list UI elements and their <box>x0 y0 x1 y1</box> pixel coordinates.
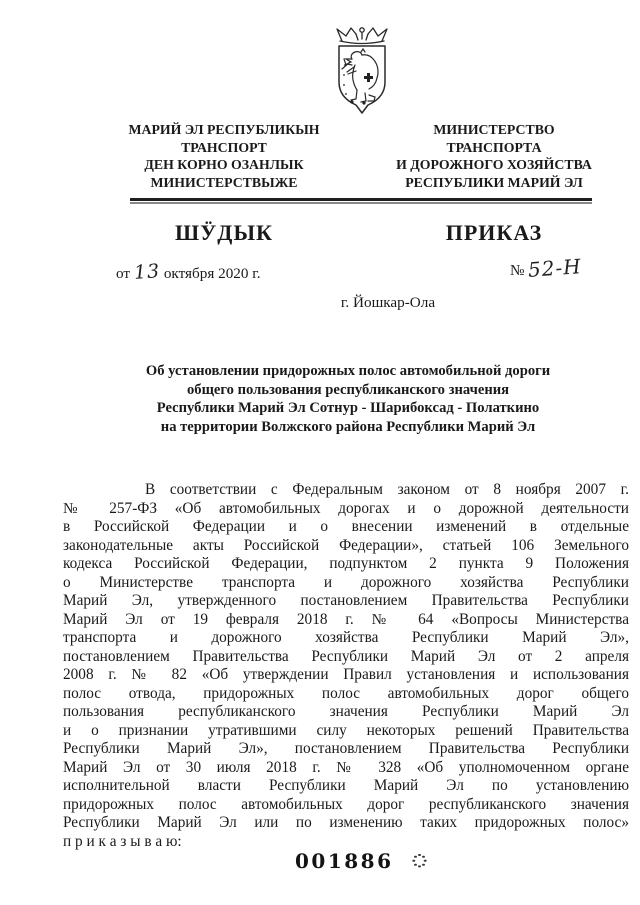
body-line: 2008 г. № 82 «Об утверждении Правил установления и использования <box>63 666 629 683</box>
mari-el-coat-of-arms-icon <box>330 25 394 117</box>
date-day-handwritten: 13 <box>133 260 161 284</box>
letterhead-line: И ДОРОЖНОГО ХОЗЯЙСТВА <box>396 157 592 172</box>
letterhead-divider-rule <box>130 198 592 206</box>
body-line: Республики Марий Эл или по изменению таких придорожных полос» <box>63 814 629 831</box>
number-value-handwritten: 52-Н <box>527 254 583 282</box>
letterhead-line: ТРАНСПОРТА <box>446 139 542 155</box>
doc-type-mari: ШӰДЫК <box>175 220 273 245</box>
title-line: общего пользования республиканского значения <box>186 381 510 398</box>
registration-stamp <box>295 849 428 873</box>
letterhead-russian-org-name <box>364 121 624 191</box>
title-line: Республики Марий Эл Сотнур - Шарибоксад - Полаткино <box>156 400 540 416</box>
body-line: постановлением Правительства Республики Марий Эл от 2 апреля <box>63 647 629 665</box>
body-line: исполнительной власти Республики Марий Эл по установлению <box>63 777 629 794</box>
letterhead-line: ТРАНСПОРТ <box>181 139 267 155</box>
dotted-circle-perforation-mark-icon <box>413 854 428 869</box>
date-rest: октября 2020 г. <box>163 265 261 282</box>
letterhead-mari-org-name <box>64 121 384 191</box>
doc-type-russian: ПРИКАЗ <box>445 220 543 245</box>
date-prefix: от <box>116 265 131 282</box>
body-line: и о признании утратившими силу некоторых решений Правительства <box>63 721 629 739</box>
body-line: полос отвода, придорожных полос автомобильных дорог общего <box>63 684 629 702</box>
body-line: придорожных полос автомобильных дорог республиканского значения <box>63 795 629 813</box>
body-line: Марий Эл от 30 июля 2018 г. № 328 «Об уполномоченном органе <box>63 758 629 776</box>
body-line: пользования республиканского значения Республики Марий Эл <box>63 703 629 720</box>
number-label: № <box>510 262 525 279</box>
letterhead-line: МАРИЙ ЭЛ РЕСПУБЛИКЫН <box>128 122 320 137</box>
letterhead-line: РЕСПУБЛИКИ МАРИЙ ЭЛ <box>405 174 583 190</box>
body-line: Марий Эл от 19 февраля 2018 г. № 64 «Вопросы Министерства <box>63 610 629 628</box>
stamp-number: 001886 <box>295 849 394 873</box>
letterhead-line: ДЕН КОРНО ОЗАНЛЫК <box>144 157 304 172</box>
body-line: Марий Эл, утвержденного постановлением Правительства Республики <box>63 592 629 609</box>
body-line: В соответствии с Федеральным законом от 8 ноября 2007 г. <box>145 481 629 498</box>
title-line: Об установлении придорожных полос автомобильной дороги <box>145 363 551 379</box>
letterhead-line: МИНИСТЕРСТВО <box>433 122 555 137</box>
order-body-paragraph <box>63 481 629 851</box>
city-line: г. Йошкар-Ола <box>340 294 436 311</box>
body-line: в Российской Федерации и о внесении изменений в отдельные <box>63 518 629 535</box>
order-number <box>510 256 582 280</box>
body-line: кодекса Российской Федерации, подпунктом 2 пункта 9 Положения <box>63 555 629 572</box>
body-line: законодательные акты Российской Федерации», статьей 106 Земельного <box>63 536 629 554</box>
body-line: п р и к а з ы в а ю: <box>63 832 182 850</box>
body-line: Республики Марий Эл», постановлением Правительства Республики <box>63 740 629 757</box>
title-line: на территории Волжского района Республики Марий Эл <box>160 418 536 435</box>
order-title <box>63 362 633 436</box>
body-line: транспорта и дорожного хозяйства Республики Марий Эл», <box>63 629 629 646</box>
letterhead-line: МИНИСТЕРСТВЫЖЕ <box>150 174 298 190</box>
order-date <box>116 261 261 283</box>
body-line: № 257-ФЗ «Об автомобильных дорогах и о дорожной деятельности <box>63 499 629 517</box>
body-line: о Министерстве транспорта и дорожного хозяйства Республики <box>63 573 629 591</box>
